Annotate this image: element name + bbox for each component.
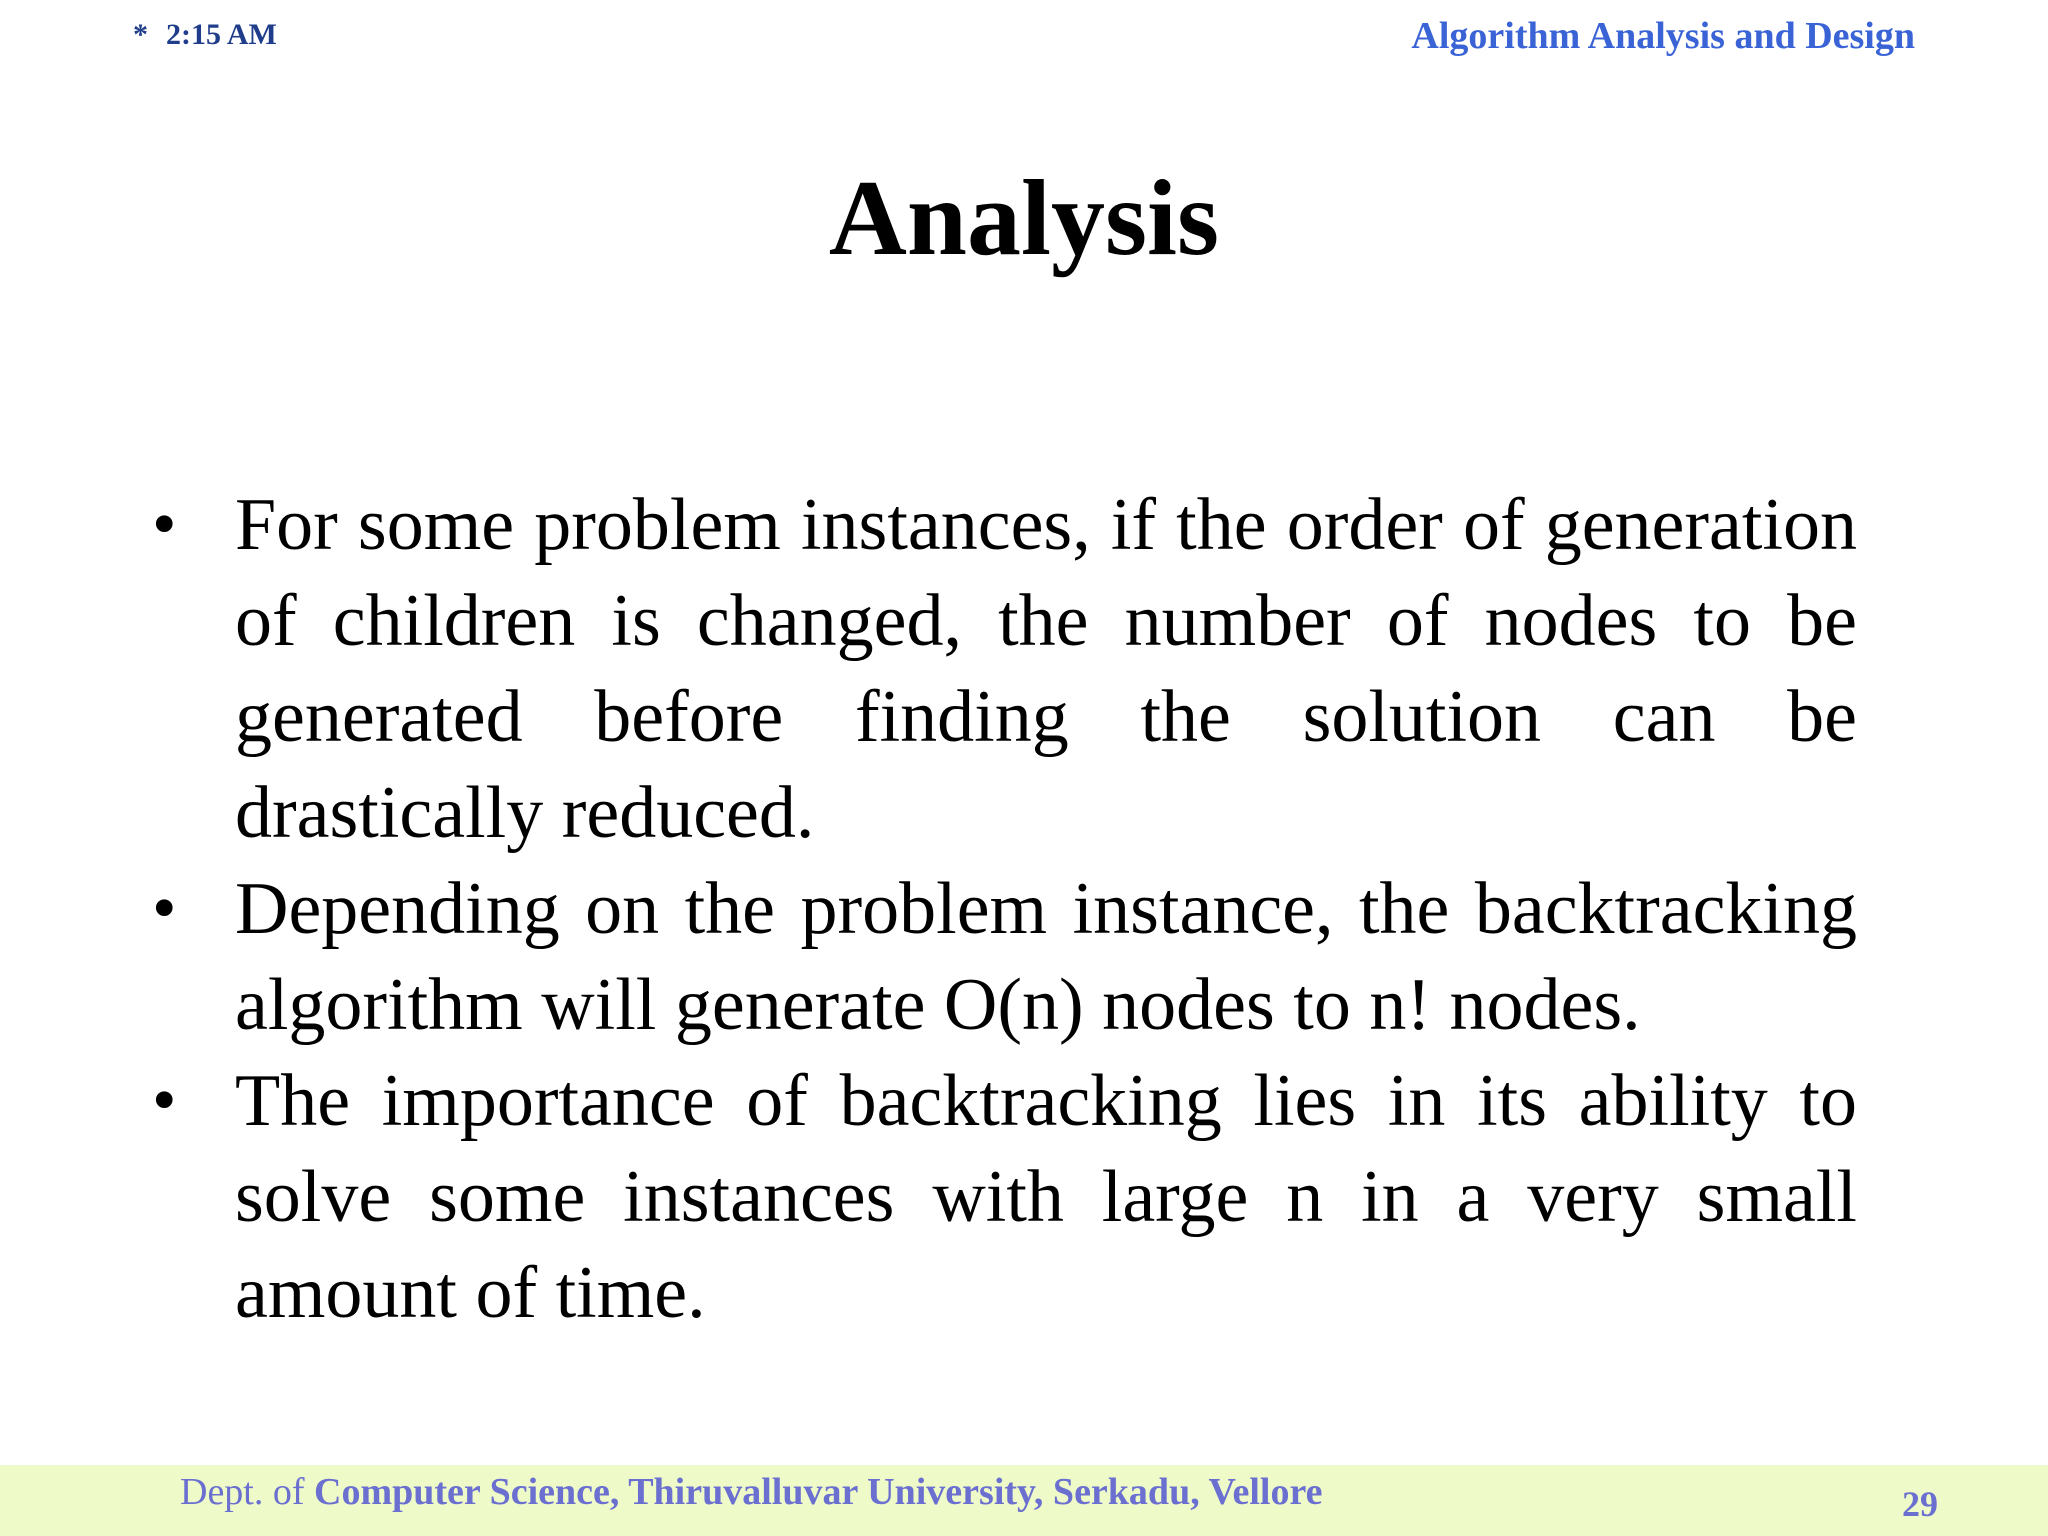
course-title: Algorithm Analysis and Design	[1411, 15, 1915, 57]
bullet-text: The importance of backtracking lies in its ability to solve some instances with large n in a very small amount of time.	[235, 1060, 1857, 1334]
bullet-item	[152, 1053, 1857, 1341]
bullet-item	[152, 477, 1857, 861]
bullet-item	[152, 861, 1857, 1053]
footer-institution: Computer Science, Thiruvalluvar University, Serkadu, Vellore	[314, 1471, 1323, 1513]
slide-title: Analysis	[828, 159, 1220, 278]
footer-department	[180, 1470, 1323, 1514]
footer-prefix: Dept. of	[180, 1471, 315, 1513]
time-label: 2:15 AM	[166, 18, 277, 51]
bullet-icon: •	[152, 486, 177, 563]
page-number: 29	[1902, 1484, 1938, 1524]
bullet-text: For some problem instances, if the order of generation of children is changed, the number of nodes to be generated before finding the solution can be drastically reduced.	[235, 484, 1857, 854]
bullet-icon: •	[152, 870, 177, 947]
bullet-list	[152, 477, 1857, 1341]
bullet-text: Depending on the problem instance, the backtracking algorithm will generate O(n) nodes to n! nodes.	[235, 868, 1857, 1046]
asterisk-marker: *	[133, 18, 148, 51]
slide-timestamp	[133, 18, 277, 52]
bullet-icon: •	[152, 1062, 177, 1139]
